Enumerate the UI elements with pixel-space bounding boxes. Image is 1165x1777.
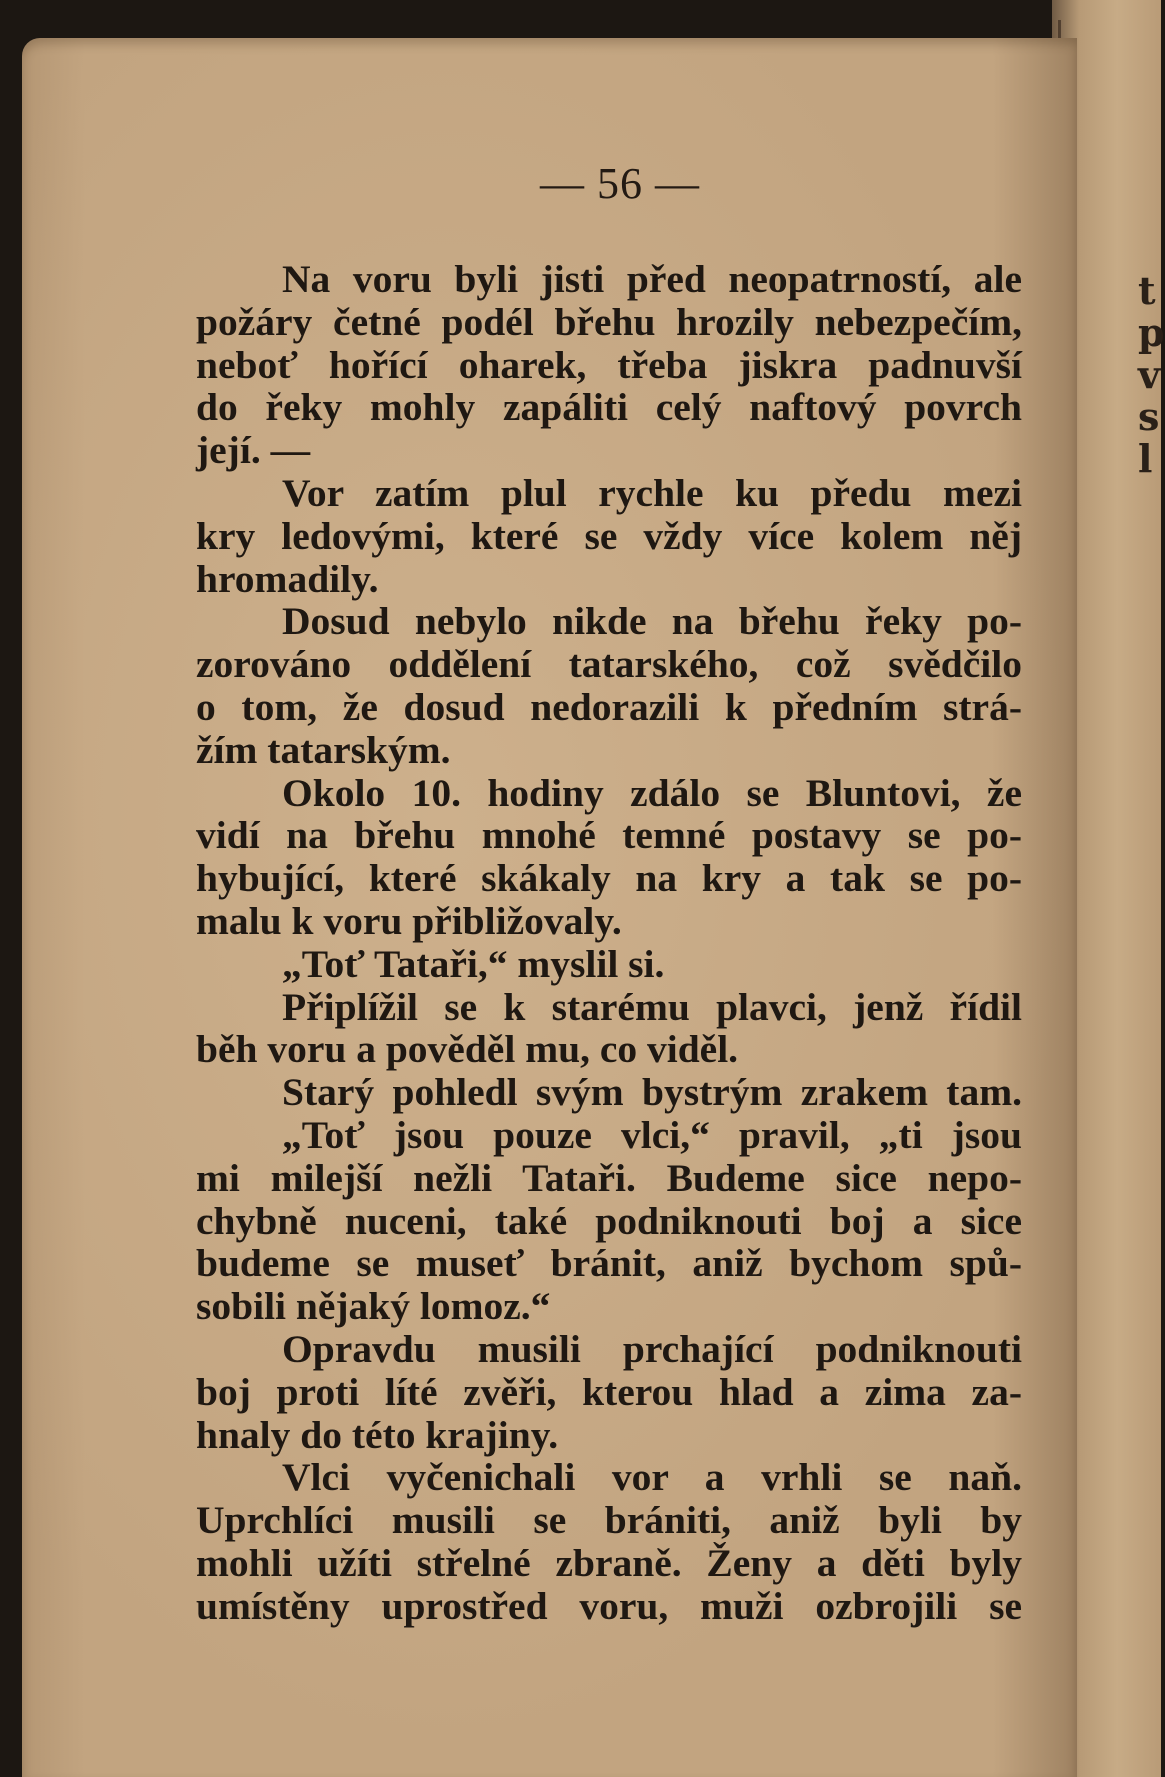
text-line: vidí na břehu mnohé temné postavy se po-	[196, 813, 1022, 858]
text-line: zorováno oddělení tatarského, což svědčilo	[196, 642, 1022, 687]
text-line: Vlci vyčenichali vor a vrhli se naň.	[282, 1455, 1022, 1500]
text-line: kry ledovými, které se vždy více kolem něj	[196, 513, 1022, 558]
text-line: Okolo 10. hodiny zdálo se Bluntovi, že	[282, 770, 1022, 815]
next-page-fragment: p	[1138, 310, 1165, 355]
text-line: boj proti líté zvěři, kterou hlad a zima za-	[196, 1369, 1022, 1414]
text-line: Starý pohledl svým bystrým zrakem tam.	[282, 1070, 1022, 1115]
next-page-fragment: t	[1138, 268, 1156, 313]
text-line: sobili nějaký lomoz.“	[196, 1284, 551, 1329]
text-line: neboť hořící oharek, třeba jiskra padnuvší	[196, 342, 1022, 387]
text-line: žím tatarským.	[196, 727, 451, 772]
text-line: Opravdu musili prchající podniknouti	[282, 1326, 1022, 1371]
text-line: Připlížil se k starému plavci, jenž řídil	[282, 984, 1022, 1029]
text-line: chybně nuceni, také podniknouti boj a sice	[196, 1198, 1022, 1243]
text-line: umístěny uprostřed voru, muži ozbrojili se	[196, 1583, 1022, 1628]
text-line: Dosud nebylo nikde na břehu řeky po-	[282, 599, 1022, 644]
text-line: „Toť Tataři,“ myslil si.	[282, 941, 665, 986]
text-line: hybující, které skákaly na kry a tak se po-	[196, 856, 1022, 901]
text-line: požáry četné podél břehu hrozily nebezpečím,	[196, 299, 1022, 344]
text-line: o tom, že dosud nedorazili k předním strá-	[196, 684, 1022, 729]
text-line: do řeky mohly zapáliti celý naftový povrch	[196, 385, 1022, 430]
text-line: běh voru a pověděl mu, co viděl.	[196, 1027, 739, 1072]
next-page-fragment: v	[1138, 352, 1161, 397]
text-line: hromadily.	[196, 556, 379, 601]
next-page-edge-text	[1138, 268, 1165, 481]
text-line: „Toť jsou pouze vlci,“ pravil, „ti jsou	[282, 1112, 1022, 1157]
page-number: — 56 —	[540, 159, 700, 208]
text-line: Uprchlíci musili se brániti, aniž byli by	[196, 1498, 1022, 1543]
text-line: budeme se museť bránit, aniž bychom spů-	[196, 1241, 1022, 1286]
text-line: hnaly do této krajiny.	[196, 1412, 559, 1457]
text-line: mi milejší nežli Tataři. Budeme sice nepo-	[196, 1155, 1022, 1200]
next-page-fragment: l	[1138, 436, 1153, 481]
text-line: její. —	[196, 428, 311, 473]
text-line: Na voru byli jisti před neopatrností, ale	[282, 257, 1022, 301]
next-page-fragment: s	[1138, 394, 1160, 439]
text-line: malu k voru přibližovaly.	[196, 898, 622, 943]
text-line: mohli užíti střelné zbraně. Ženy a děti byly	[196, 1540, 1022, 1585]
body-text	[196, 258, 1022, 1628]
text-line: Vor zatím plul rychle ku předu mezi	[282, 470, 1022, 515]
